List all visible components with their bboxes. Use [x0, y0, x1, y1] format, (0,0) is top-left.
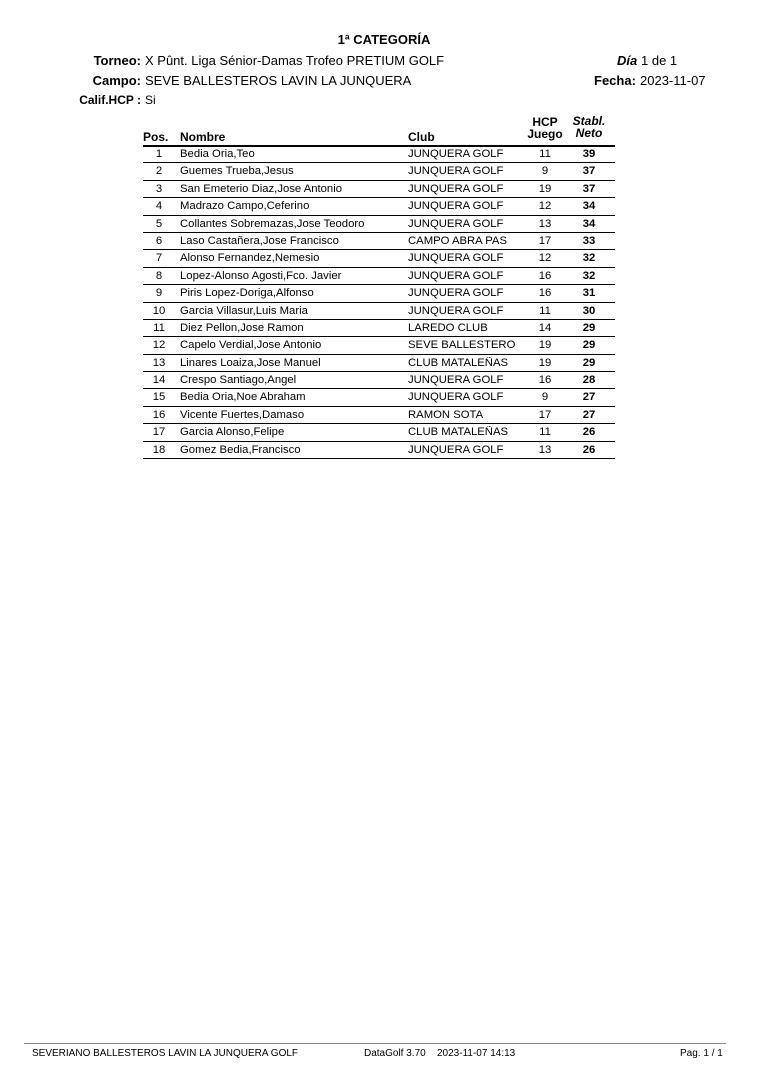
cell-club: JUNQUERA GOLF — [408, 200, 504, 213]
torneo-label: Torneo: — [93, 53, 141, 68]
cell-pos: 2 — [155, 165, 163, 178]
cell-nombre: Linares Loaiza,Jose Manuel — [180, 356, 321, 369]
cell-hcp: 16 — [538, 374, 552, 387]
cell-club: LAREDO CLUB — [408, 321, 488, 334]
cell-pos: 7 — [155, 252, 163, 265]
cell-hcp: 12 — [538, 200, 552, 213]
cell-stabl-neto: 29 — [582, 356, 596, 369]
cell-stabl-neto: 27 — [582, 391, 596, 404]
col-header-hcp-line1: HCP — [532, 115, 558, 129]
cell-pos: 4 — [155, 200, 163, 213]
col-header-stabl-line2: Neto — [575, 126, 603, 140]
table-row — [143, 389, 615, 406]
table-row — [143, 407, 615, 424]
cell-club: JUNQUERA GOLF — [408, 374, 504, 387]
cell-hcp: 11 — [539, 304, 551, 317]
cell-hcp: 19 — [538, 339, 552, 352]
col-header-nombre: Nombre — [180, 130, 226, 144]
cell-hcp: 17 — [538, 234, 552, 247]
fecha-label: Fecha: — [594, 73, 636, 88]
cell-stabl-neto: 30 — [582, 304, 596, 317]
table-row — [143, 216, 615, 233]
cell-club: RAMON SOTA — [408, 408, 484, 421]
cell-club: JUNQUERA GOLF — [408, 148, 504, 160]
cell-pos: 15 — [152, 391, 166, 404]
col-header-pos: Pos. — [143, 130, 169, 144]
page-title: 1ª CATEGORÍA — [337, 32, 431, 47]
cell-pos: 3 — [155, 182, 163, 195]
table-row — [143, 337, 615, 354]
cell-hcp: 17 — [538, 408, 552, 421]
cell-club: JUNQUERA GOLF — [408, 269, 504, 282]
cell-nombre: Bedia Oria,Noe Abraham — [180, 391, 306, 404]
footer-divider — [24, 1043, 726, 1044]
cell-club: JUNQUERA GOLF — [408, 391, 504, 404]
cell-stabl-neto: 29 — [582, 339, 596, 352]
cell-nombre: Madrazo Campo,Ceferino — [180, 200, 310, 213]
cell-pos: 5 — [155, 217, 163, 230]
cell-pos: 14 — [152, 374, 166, 387]
cell-nombre: Alonso Fernandez,Nemesio — [180, 252, 320, 265]
cell-nombre: Piris Lopez-Doriga,Alfonso — [180, 287, 314, 300]
col-header-stabl-line1: Stabl. — [572, 114, 606, 128]
cell-hcp: 13 — [538, 217, 552, 230]
col-header-club: Club — [408, 130, 435, 144]
cell-hcp: 14 — [538, 321, 552, 334]
cell-nombre: Garcia Villasur,Luis Maria — [180, 304, 308, 317]
table-row — [143, 233, 615, 250]
table-row — [143, 303, 615, 320]
cell-pos: 13 — [152, 356, 166, 369]
cell-nombre: Guemes Trueba,Jesus — [180, 165, 294, 178]
table-row — [143, 268, 615, 285]
cell-hcp: 19 — [538, 182, 552, 195]
cell-pos: 17 — [152, 426, 166, 439]
cell-club: JUNQUERA GOLF — [408, 252, 504, 265]
table-row — [143, 424, 615, 441]
cell-nombre: Collantes Sobremazas,Jose Teodoro — [180, 217, 365, 230]
cell-stabl-neto: 26 — [582, 426, 596, 439]
cell-pos: 6 — [155, 234, 163, 247]
cell-pos: 8 — [155, 269, 163, 282]
cell-club: JUNQUERA GOLF — [408, 165, 504, 178]
table-row — [143, 198, 615, 215]
table-row — [143, 372, 615, 389]
cell-nombre: Vicente Fuertes,Damaso — [180, 408, 305, 421]
cell-pos: 16 — [152, 408, 166, 421]
cell-stabl-neto: 29 — [582, 321, 596, 334]
cell-pos: 11 — [153, 321, 165, 334]
cell-nombre: Lopez-Alonso Agosti,Fco. Javier — [180, 269, 342, 282]
dia-label: Día — [617, 53, 638, 68]
cell-stabl-neto: 32 — [582, 252, 596, 265]
cell-stabl-neto: 39 — [582, 148, 596, 160]
cell-nombre: Capelo Verdial,Jose Antonio — [180, 339, 322, 352]
cell-nombre: Garcia Alonso,Felipe — [180, 426, 285, 439]
cell-hcp: 9 — [541, 391, 549, 404]
table-row — [143, 250, 615, 267]
cell-club: SEVE BALLESTERO — [408, 339, 516, 352]
footer-software: DataGolf 3.70 — [364, 1048, 426, 1059]
dia-value: 1 de 1 — [641, 53, 678, 68]
col-header-hcp-juego — [523, 116, 567, 140]
cell-nombre: Crespo Santiago,Angel — [180, 374, 297, 387]
cell-hcp: 19 — [538, 356, 552, 369]
col-header-stabl-neto — [568, 115, 610, 139]
footer-page: Pag. 1 / 1 — [680, 1048, 723, 1059]
cell-club: CAMPO ABRA PAS — [408, 234, 507, 247]
col-header-hcp-line2: Juego — [527, 127, 563, 141]
table-row — [143, 146, 615, 163]
torneo-value: X Pûnt. Liga Sénior-Damas Trofeo PRETIUM GOLF — [145, 53, 445, 68]
cell-stabl-neto: 31 — [582, 287, 596, 300]
cell-nombre: San Emeterio Diaz,Jose Antonio — [180, 182, 343, 195]
cell-stabl-neto: 33 — [582, 234, 596, 247]
footer-course: SEVERIANO BALLESTEROS LAVIN LA JUNQUERA GOLF — [32, 1048, 299, 1059]
cell-pos: 1 — [155, 148, 163, 160]
cell-club: JUNQUERA GOLF — [408, 182, 504, 195]
cell-nombre: Laso Castañera,Jose Francisco — [180, 234, 339, 247]
calif-hcp-label: Calif.HCP : — [79, 93, 141, 107]
cell-club: JUNQUERA GOLF — [408, 443, 504, 456]
table-row — [143, 285, 615, 302]
cell-pos: 18 — [152, 443, 166, 456]
cell-pos: 9 — [155, 287, 163, 300]
results-table — [143, 146, 615, 459]
table-row — [143, 181, 615, 198]
cell-nombre: Bedia Oria,Teo — [180, 148, 255, 160]
cell-stabl-neto: 28 — [582, 374, 596, 387]
cell-pos: 10 — [152, 304, 166, 317]
cell-hcp: 16 — [538, 269, 552, 282]
cell-nombre: Gomez Bedia,Francisco — [180, 443, 301, 456]
cell-stabl-neto: 26 — [582, 443, 596, 456]
cell-hcp: 11 — [539, 148, 551, 160]
cell-club: CLUB MATALEÑAS — [408, 356, 509, 369]
cell-club: JUNQUERA GOLF — [408, 217, 504, 230]
cell-stabl-neto: 37 — [582, 182, 596, 195]
cell-club: JUNQUERA GOLF — [408, 304, 504, 317]
cell-stabl-neto: 37 — [582, 165, 596, 178]
cell-hcp: 16 — [538, 287, 552, 300]
campo-label: Campo: — [92, 73, 141, 88]
cell-hcp: 11 — [539, 426, 551, 439]
cell-club: JUNQUERA GOLF — [408, 287, 504, 300]
cell-pos: 12 — [152, 339, 166, 352]
cell-hcp: 9 — [541, 165, 549, 178]
table-row — [143, 163, 615, 180]
fecha-value: 2023-11-07 — [640, 73, 706, 88]
cell-hcp: 12 — [538, 252, 552, 265]
cell-nombre: Diez Pellon,Jose Ramon — [180, 321, 304, 334]
cell-stabl-neto: 34 — [582, 200, 596, 213]
table-row — [143, 355, 615, 372]
cell-hcp: 13 — [538, 443, 552, 456]
cell-stabl-neto: 32 — [582, 269, 596, 282]
table-row — [143, 442, 615, 459]
cell-stabl-neto: 27 — [582, 408, 596, 421]
cell-stabl-neto: 34 — [582, 217, 596, 230]
table-row — [143, 320, 615, 337]
cell-club: CLUB MATALEÑAS — [408, 426, 509, 439]
calif-hcp-value: Si — [145, 93, 156, 107]
campo-value: SEVE BALLESTEROS LAVIN LA JUNQUERA — [145, 73, 412, 88]
footer-timestamp: 2023-11-07 14:13 — [437, 1048, 516, 1059]
